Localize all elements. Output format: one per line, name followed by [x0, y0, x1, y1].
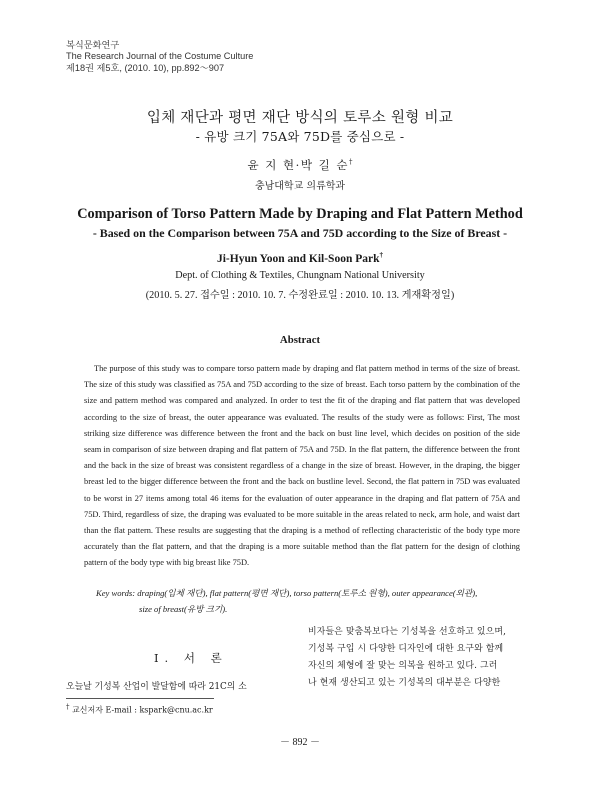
footnote: [66, 703, 213, 716]
footnote-mark: †: [66, 703, 70, 711]
keywords-line-1: Key words: draping(입체 재단), flat pattern(평면 재단), torso pattern(토루소 원형), outer appearance(외관),: [96, 588, 478, 598]
footnote-divider: [66, 698, 214, 699]
journal-header: [66, 40, 253, 74]
section-heading-introduction: Ⅰ. 서 론: [154, 651, 228, 665]
page-number: － 892 －: [280, 737, 320, 748]
corresponding-mark-en: †: [379, 251, 384, 259]
submission-dates: (2010. 5. 27. 접수일 : 2010. 10. 7. 수정완료일 : 2010. 10. 13. 게재확정일): [145, 290, 455, 301]
affiliation-ko: 충남대학교 의류학과: [254, 181, 346, 192]
keywords: [96, 585, 516, 617]
affiliation-en: Dept. of Clothing & Textiles, Chungnam National University: [175, 270, 425, 281]
subtitle-ko: - 유방 크기 75A와 75D를 중심으로 -: [195, 129, 405, 144]
title-en: Comparison of Torso Pattern Made by Draping and Flat Pattern Method: [77, 206, 523, 222]
intro-right-line: 기성복 구입 시 다양한 디자인에 대한 요구와 함께: [308, 644, 504, 654]
authors-en: [0, 251, 600, 265]
intro-left-column-text: 오늘날 기성복 산업이 발달함에 따라 21C의 소: [66, 682, 247, 692]
abstract-heading: Abstract: [279, 334, 321, 346]
journal-name-en: The Research Journal of the Costume Culture: [66, 51, 254, 62]
abstract-text: The purpose of this study was to compare torso pattern made by draping and flat pattern method in terms of the size of breast. The size of this study was classified as 75A and 75D according to the size of breast. Each torso pattern by the combination of the size and pattern method was compared and analyzed. In order to test the fit of the draping and flat pattern that was developed according to the size of breast, the outer appearance was evaluated. The results of the study were as follows: First, The most striking size difference was difference between the front and the back on bust line level, which decides on position of the side seam in comparison of size between draping and flat pattern of 75A and 75D. In the flat pattern, the difference between the front and the back in the size of breast was consistent regardless of a change in the size of breast. However, in the draping, the bigger breast led to the bigger difference between the front and the back on bustline level. Second, the flat pattern in 75D was evaluated to be worst in 27 items among total 46 items for the evaluation of outer appearance in the draping and flat pattern of 75A and 75D. Third, regardless of size, the draping was evaluated to be more suitable in the areas related to neck, arm hole, and waist dart than the flat pattern. These results are suggesting that the draping is a method of reflecting characteristic of the body type more accurately than the flat pattern, and that the draping is a more suitable method than the flat pattern for the design of clothing pattern of the body type with big breast like 75D.: [84, 364, 520, 568]
subtitle-en: - Based on the Comparison between 75A and 75D according to the Size of Breast -: [92, 226, 508, 240]
intro-right-column: [308, 624, 534, 692]
authors-en-names: Ji-Hyun Yoon and Kil-Soon Park: [216, 252, 380, 265]
journal-volume: 제18권 제5호, (2010. 10), pp.892～907: [66, 62, 225, 73]
journal-name-ko: 복식문화연구: [66, 40, 120, 50]
intro-right-line: 나 현재 생산되고 있는 기성복의 대부분은 다양한: [308, 678, 501, 688]
authors-ko: [0, 157, 600, 173]
title-ko: 입체 재단과 평면 재단 방식의 토루소 원형 비교: [146, 110, 454, 126]
footnote-text: 교신저자 E-mail : kspark@cnu.ac.kr: [72, 705, 213, 715]
authors-ko-names: 윤 지 현·박 길 순: [247, 158, 349, 172]
intro-right-line: 자신의 체형에 잘 맞는 의복을 원하고 있다. 그러: [308, 661, 498, 671]
corresponding-mark: †: [348, 158, 353, 167]
keywords-line-2: size of breast(유방 크기).: [139, 604, 228, 614]
intro-right-line: 비자들은 맞춤복보다는 기성복을 선호하고 있으며,: [308, 627, 507, 637]
